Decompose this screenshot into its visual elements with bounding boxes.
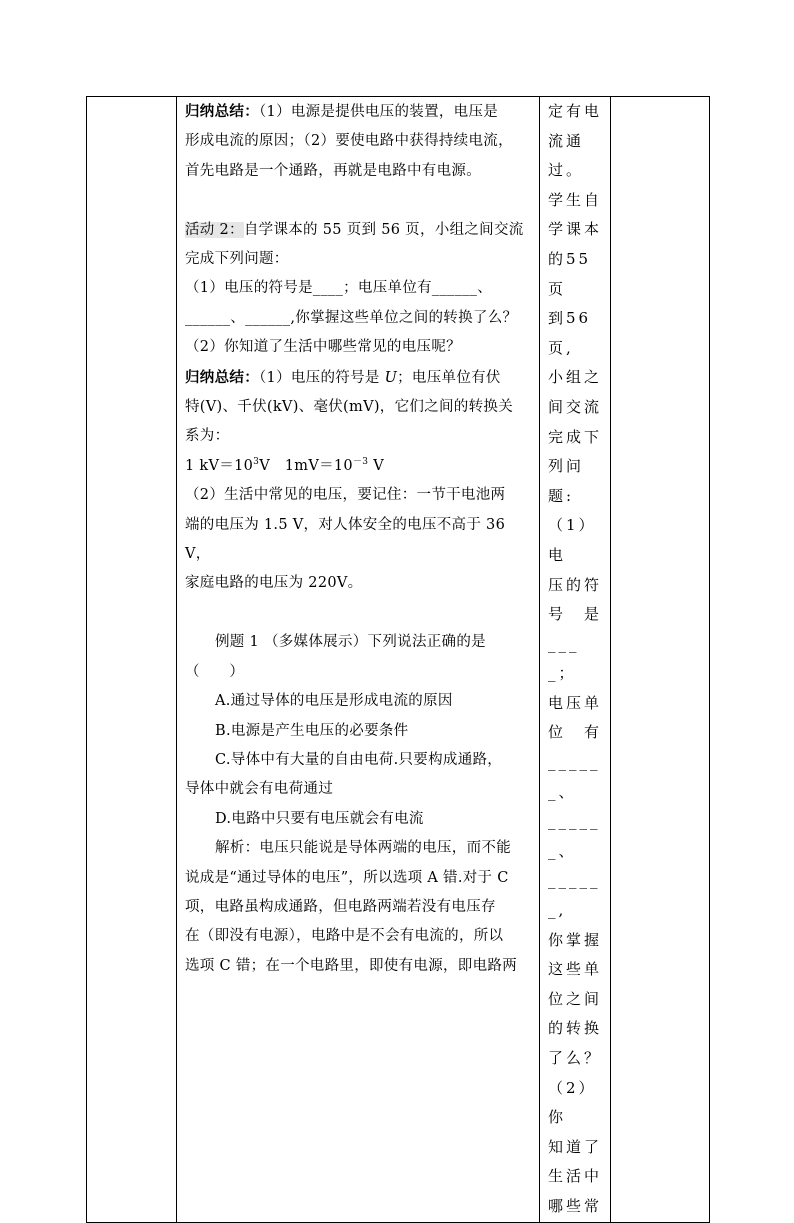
example-line-1: 例题 1 （多媒体展示）下列说法正确的是	[215, 634, 486, 651]
side-line: ____；	[548, 634, 580, 683]
option-d: D.电路中只要有电压就会有电流	[215, 810, 424, 827]
design-intent-cell	[611, 97, 710, 1223]
side-line: ______,	[548, 871, 601, 920]
analysis-line-1: 解析：电压只能说是导体两端的电压，而不能	[215, 840, 511, 857]
summary1-text: （1）电源是提供电压的装置，电压是	[259, 104, 499, 120]
side-line: 小组之	[548, 368, 603, 387]
summary2-line-1	[185, 363, 533, 393]
side-line: 知道了	[548, 1137, 603, 1156]
side-line: （1）电	[548, 516, 597, 564]
side-line: 定有电	[548, 102, 603, 120]
side-line: 流通过。	[548, 131, 585, 180]
side-line: ______、	[548, 753, 601, 801]
side-line: 到56页,	[548, 309, 592, 357]
summary2-p2-line-1: （2）生活中常见的电压，要记住：一节干电池两	[185, 487, 506, 504]
side-line: 生活中	[548, 1167, 603, 1186]
question1-line-2: ______、______,你掌握这些单位之间的转换了么？	[185, 309, 518, 326]
formula-part-c: V	[368, 457, 384, 474]
summary2-label: 归纳总结：	[185, 368, 259, 386]
option-c-line-1: C.导体中有大量的自由电荷.只要构成通路，	[215, 751, 503, 768]
summary1-line-1	[185, 97, 533, 127]
side-line: （2）你	[548, 1078, 597, 1127]
side-line: 位 有	[548, 723, 603, 742]
activity-line-1	[185, 216, 533, 245]
formula-part-b: V 1mV＝10	[259, 457, 353, 474]
summary2-text-a: （1）电压的符号是	[259, 369, 385, 386]
side-line: 位之间	[548, 989, 603, 1008]
side-line: 你掌握	[548, 930, 603, 949]
option-b: B.电源是产生电压的必要条件	[215, 722, 409, 739]
side-line: 了么？	[548, 1049, 603, 1067]
voltage-symbol: U	[384, 369, 398, 386]
analysis-line-4: 在（即没有电源），电路中是不会有电流的，所以	[185, 928, 504, 945]
formula-exponent-a: 3	[253, 456, 260, 467]
formula-part-a: 1 kV＝10	[185, 457, 254, 474]
activity-text: 自学课本的 55 页到 56 页，小组之间交流	[243, 221, 524, 238]
formula-exponent-b: －3	[352, 456, 369, 467]
unit-conversion-formula	[185, 452, 533, 481]
option-a: A.通过导体的电压是形成电流的原因	[215, 693, 453, 710]
summary2-text-b: ；电压单位有伏	[397, 369, 501, 386]
lesson-table	[86, 96, 710, 1223]
spacer	[185, 599, 533, 628]
teaching-content-cell	[177, 97, 540, 1223]
side-line: 的转换	[548, 1019, 603, 1038]
option-c-line-2: 导体中就会有电荷通过	[185, 781, 333, 798]
side-line: ______、	[548, 812, 601, 860]
side-line: 间交流	[548, 397, 603, 416]
side-line: 号 是	[548, 605, 603, 624]
spacer	[185, 186, 533, 215]
analysis-line-2: 说成是“通过导体的电压”，所以选项 A 错.对于 C	[185, 869, 509, 886]
summary2-line-3: 系为：	[185, 428, 230, 445]
teaching-content	[177, 97, 539, 981]
example-line-2: （ ）	[185, 663, 245, 680]
side-line: 列问题:	[548, 457, 585, 505]
side-line: 的55页	[548, 249, 592, 298]
side-line: 学课本	[548, 220, 603, 239]
summary2-p2-line-2: 端的电压为 1.5 V，对人体安全的电压不高于 36 V，	[185, 516, 506, 563]
side-line: 完成下	[548, 427, 603, 446]
side-line: 这些单	[548, 960, 603, 979]
stage-cell	[87, 97, 177, 1223]
summary2-p2-line-3: 家庭电路的电压为 220V。	[185, 575, 363, 592]
activity-line-2: 完成下列问题：	[185, 251, 289, 268]
table-row	[87, 97, 710, 1223]
student-activity	[540, 97, 610, 1222]
question1-line-1: （1）电压的符号是____；电压单位有______、	[185, 280, 493, 297]
summary1-line-2: 形成电流的原因；（2）要使电路中获得持续电流，	[185, 133, 513, 150]
side-line: 电压单	[548, 693, 603, 712]
summary2-line-2: 特(V)、千伏(kV)、毫伏(mV)，它们之间的转换关	[185, 399, 513, 416]
activity-label: 活动 2：	[185, 221, 244, 238]
analysis-line-5: 选项 C 错；在一个电路里，即使有电源，即电路两	[185, 957, 518, 974]
summary1-line-3: 首先电路是一个通路，再就是电路中有电源。	[185, 162, 481, 179]
student-activity-cell	[540, 97, 611, 1223]
question2: （2）你知道了生活中哪些常见的电压呢？	[185, 339, 461, 356]
side-line: 哪些常	[548, 1196, 603, 1215]
side-line: 学生自	[548, 190, 603, 209]
side-line: 压的符	[548, 575, 603, 594]
summary1-label: 归纳总结：	[185, 103, 259, 120]
analysis-line-3: 项，电路虽构成通路，但电路两端若没有电压存	[185, 898, 496, 915]
